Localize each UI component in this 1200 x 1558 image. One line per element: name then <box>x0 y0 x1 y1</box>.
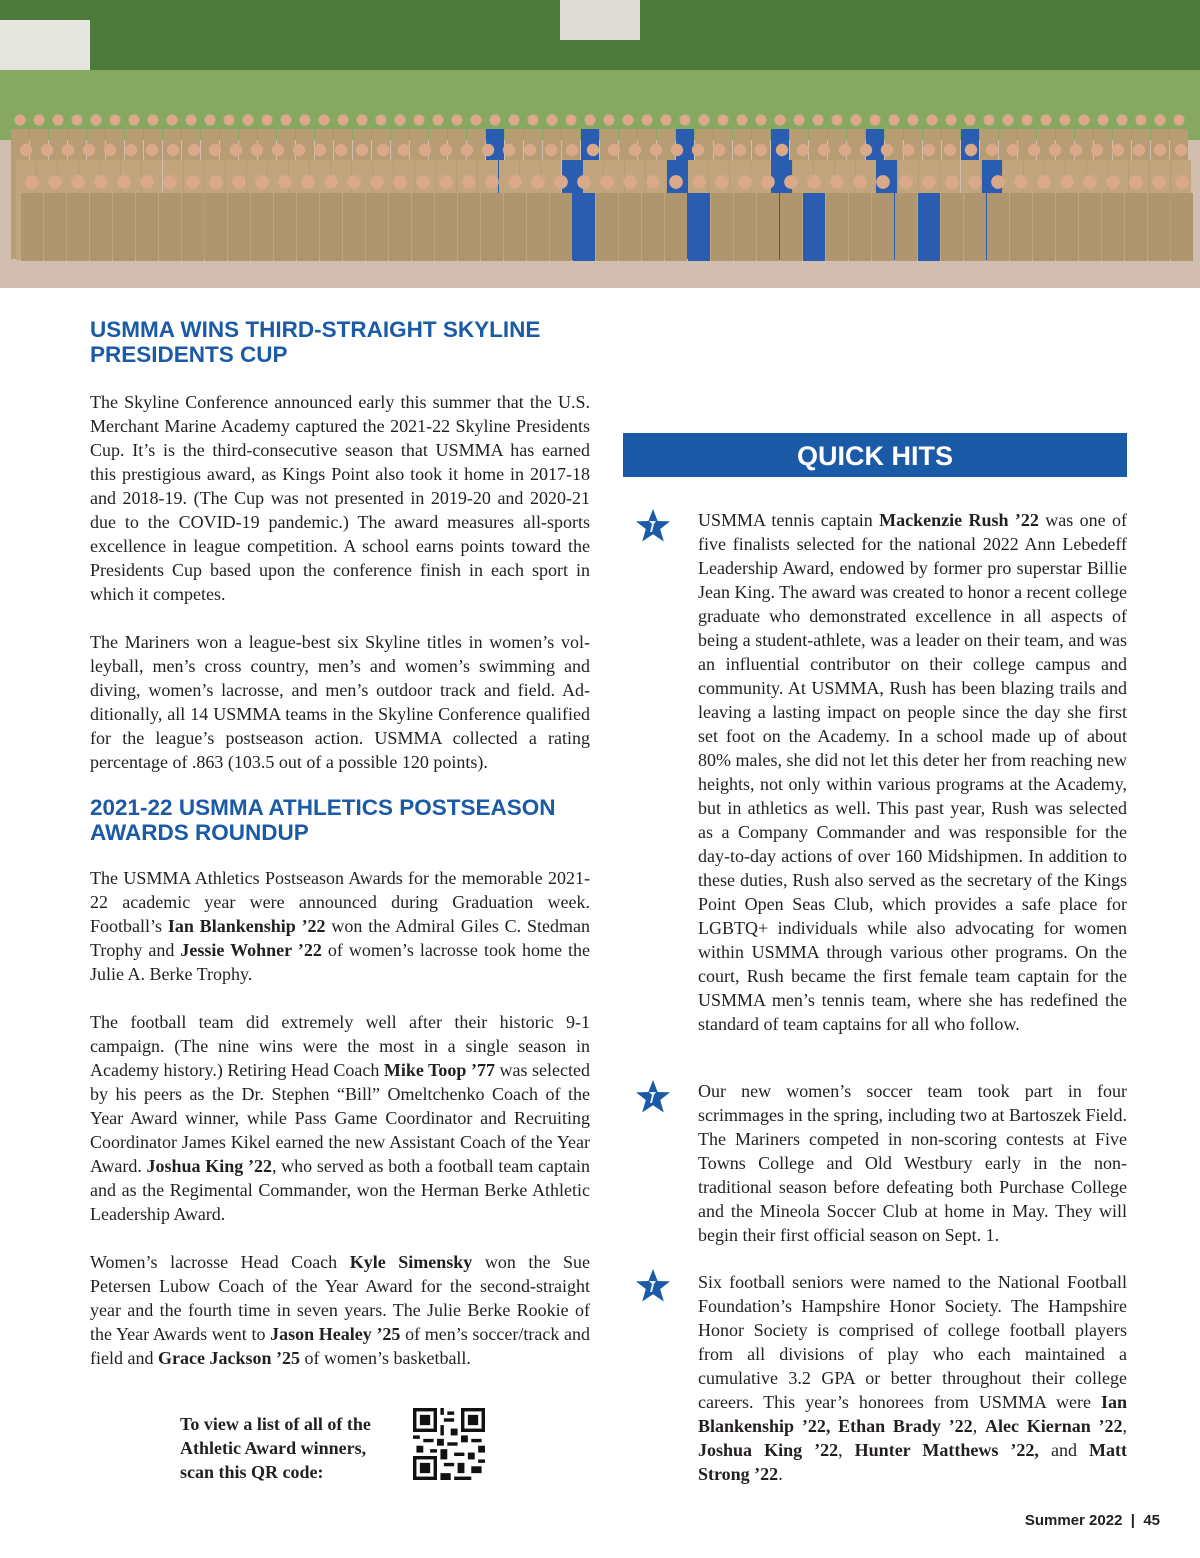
text-run: . <box>778 1464 783 1484</box>
page-number: 45 <box>1143 1512 1160 1529</box>
paragraph <box>90 390 590 606</box>
quick-hits-header: QUICK HITS <box>623 433 1127 477</box>
bold-name: Jason Healey ’25 <box>270 1324 401 1344</box>
paragraph <box>698 1270 1127 1486</box>
text-run: of women’s lacrosse took home the Julie A. Berke Trophy. <box>90 940 590 984</box>
text-run: , <box>1122 1416 1127 1436</box>
bold-name: Kyle Simensky <box>349 1252 473 1272</box>
text-run: won the Sue Petersen Lubow Coach of the Year Award for the second-straight year and the fourth time in seven years. The Julie Berke Rookie of the Year Awards went to <box>90 1252 590 1344</box>
text-run: The Skyline Conference announced early this summer that the U.S. Merchant Marine Academy captured the 2021-22 Skyline Presidents Cup. It’s is the third-consecutive season that USMMA has earned this prestigious award, as Kings Point also took it home in 2017-18 and 2018-19. (The Cup was not presented in 2019-20 and 2020-21 due to the COVID-19 pandemic.) The award measures all-sports excellence in league competition. A school earns points toward the Presidents Cup based upon the conference finish in each sport in which it competes. <box>90 392 590 604</box>
text-run: of women’s basketball. <box>299 1348 471 1368</box>
paragraph <box>90 630 590 774</box>
star-icon <box>635 1079 671 1115</box>
text-run: won the Admiral Giles C. Stedman Trophy and <box>90 916 590 960</box>
text-run: The Mariners won a league-best six Skyline titles in women’s volleyball, men’s cross country, men’s and women’s swimming and diving, women’s lacrosse, and men’s outdoor track and field. Additionally, all 14 USMMA teams in the Skyline Conference qualified for the league’s postseason action. USMMA collected a rating percentage of .863 (103.5 out of a possible 120 points). <box>90 632 590 772</box>
paragraph <box>90 1250 590 1370</box>
paragraph <box>90 1010 590 1226</box>
text-run: Our new women’s soccer team took part in four scrimmages in the spring, including two at Bartoszek Field. The Mariners competed in non-scoring contests at Five Towns College and Old Westbury early in the non-traditional season before defeating both Purchase College and the Mineola Soccer Club at home in May. They will begin their first official season on Sept. 1. <box>698 1081 1127 1245</box>
qr-callout-text: To view a list of all of the Athletic Award winners, scan this QR code: <box>180 1414 371 1482</box>
text-run: and <box>1038 1440 1090 1460</box>
group-photo <box>0 0 1200 288</box>
bold-name: Hunter Matthews ’22, <box>854 1440 1039 1460</box>
quick-hit-item <box>698 1079 1127 1247</box>
issue-label: Summer 2022 <box>1024 1512 1123 1529</box>
text-run: , who served as both a football team captain and as the Regimental Commander, won the Herman Berke Athletic Leadership Award. <box>90 1156 590 1224</box>
article-title-awards-roundup: 2021-22 USMMA ATHLETICS POSTSEASON AWARDS ROUNDUP <box>90 795 556 845</box>
star-icon <box>635 508 671 544</box>
bold-name: Ian Blankenship ’22 <box>167 916 326 936</box>
group-photo-icon <box>0 0 1200 288</box>
article-title-presidents-cup: USMMA WINS THIRD-STRAIGHT SKYLINE PRESIDENTS CUP <box>90 317 541 367</box>
text-run: was one of five finalists selected for the national 2022 Ann Lebedeff Leadership Award, endowed by former pro superstar Billie Jean King. The award was created to honor a recent college graduate who demonstrated excellence in all aspects of being a student-athlete, was a leader on their team, and was an influential contributor on their college campus and community. At USMMA, Rush has been blazing trails and leaving a lasting impact on people since the day she first set foot on the Academy. In a school made up of about 80% males, she did not let this deter her from reaching new heights, not only within various programs at the Academy, but in athletics as well. This past year, Rush was selected as a Company Commander and was responsible for the day-to-day actions of over 160 Midshipmen. In addition to these duties, Rush also served as the secretary of the Kings Point Open Seas Club, which provides a safe place for LGBTQ+ individuals while also advocating for women within USMMA through various other programs. On the court, Rush became the first female team captain for the USMMA men’s tennis team, where she has redefined the standard of team captains for all who follow. <box>698 510 1127 1034</box>
bold-name: Joshua King ’22 <box>146 1156 272 1176</box>
paragraph <box>698 1079 1127 1247</box>
text-run: USMMA tennis captain <box>698 510 880 530</box>
bold-name: Grace Jackson ’25 <box>157 1348 300 1368</box>
bold-name: Mackenzie Rush ’22 <box>879 510 1039 530</box>
bold-name: Matt Strong ’22 <box>698 1440 1127 1484</box>
text-run: Women’s lacrosse Head Coach <box>90 1252 350 1272</box>
bold-name: Alec Kiernan ’22 <box>984 1416 1123 1436</box>
star-icon <box>635 1268 671 1304</box>
bold-name: Joshua King ’22 <box>698 1440 839 1460</box>
text-run: Six football seniors were named to the National Football Foundation’s Hampshire Honor Society. The Hampshire Honor Society is comprised of college football players from all divisions of play who each maintained a cumulative 3.2 GPA or better throughout their college careers. This year’s honorees from USMMA were <box>698 1272 1127 1412</box>
text-run: , <box>972 1416 985 1436</box>
bold-name: Jessie Wohner ’22 <box>180 940 322 960</box>
text-run: The USMMA Athletics Postseason Awards for the memorable 2021-22 academic year were announced during Graduation week. Football’s <box>90 868 590 936</box>
qr-code-icon[interactable] <box>413 1408 485 1480</box>
quick-hit-item <box>698 508 1127 1036</box>
article-body-presidents-cup <box>90 390 590 774</box>
quick-hit-item <box>698 1270 1127 1486</box>
article-body-awards-roundup <box>90 866 590 1370</box>
text-run: was selected by his peers as the Dr. Stephen “Bill” Omeltchenko Coach of the Year Award winner, while Pass Game Coordinator and Recruiting Coordinator James Kikel earned the new Assistant Coach of the Year Award. <box>90 1060 590 1176</box>
text-run: The football team did extremely well after their historic 9-1 campaign. (The nine wins were the most in a single season in Academy history.) Retiring Head Coach <box>90 1012 590 1080</box>
footer-separator: | <box>1130 1512 1135 1529</box>
paragraph <box>698 508 1127 1036</box>
page-footer <box>1025 1512 1160 1529</box>
paragraph <box>90 866 590 986</box>
bold-name: Ian Blankenship ’22, Ethan Brady ’22 <box>698 1392 1127 1436</box>
text-run: of men’s soccer/track and field and <box>90 1324 590 1368</box>
text-run: , <box>838 1440 855 1460</box>
bold-name: Mike Toop ’77 <box>383 1060 495 1080</box>
